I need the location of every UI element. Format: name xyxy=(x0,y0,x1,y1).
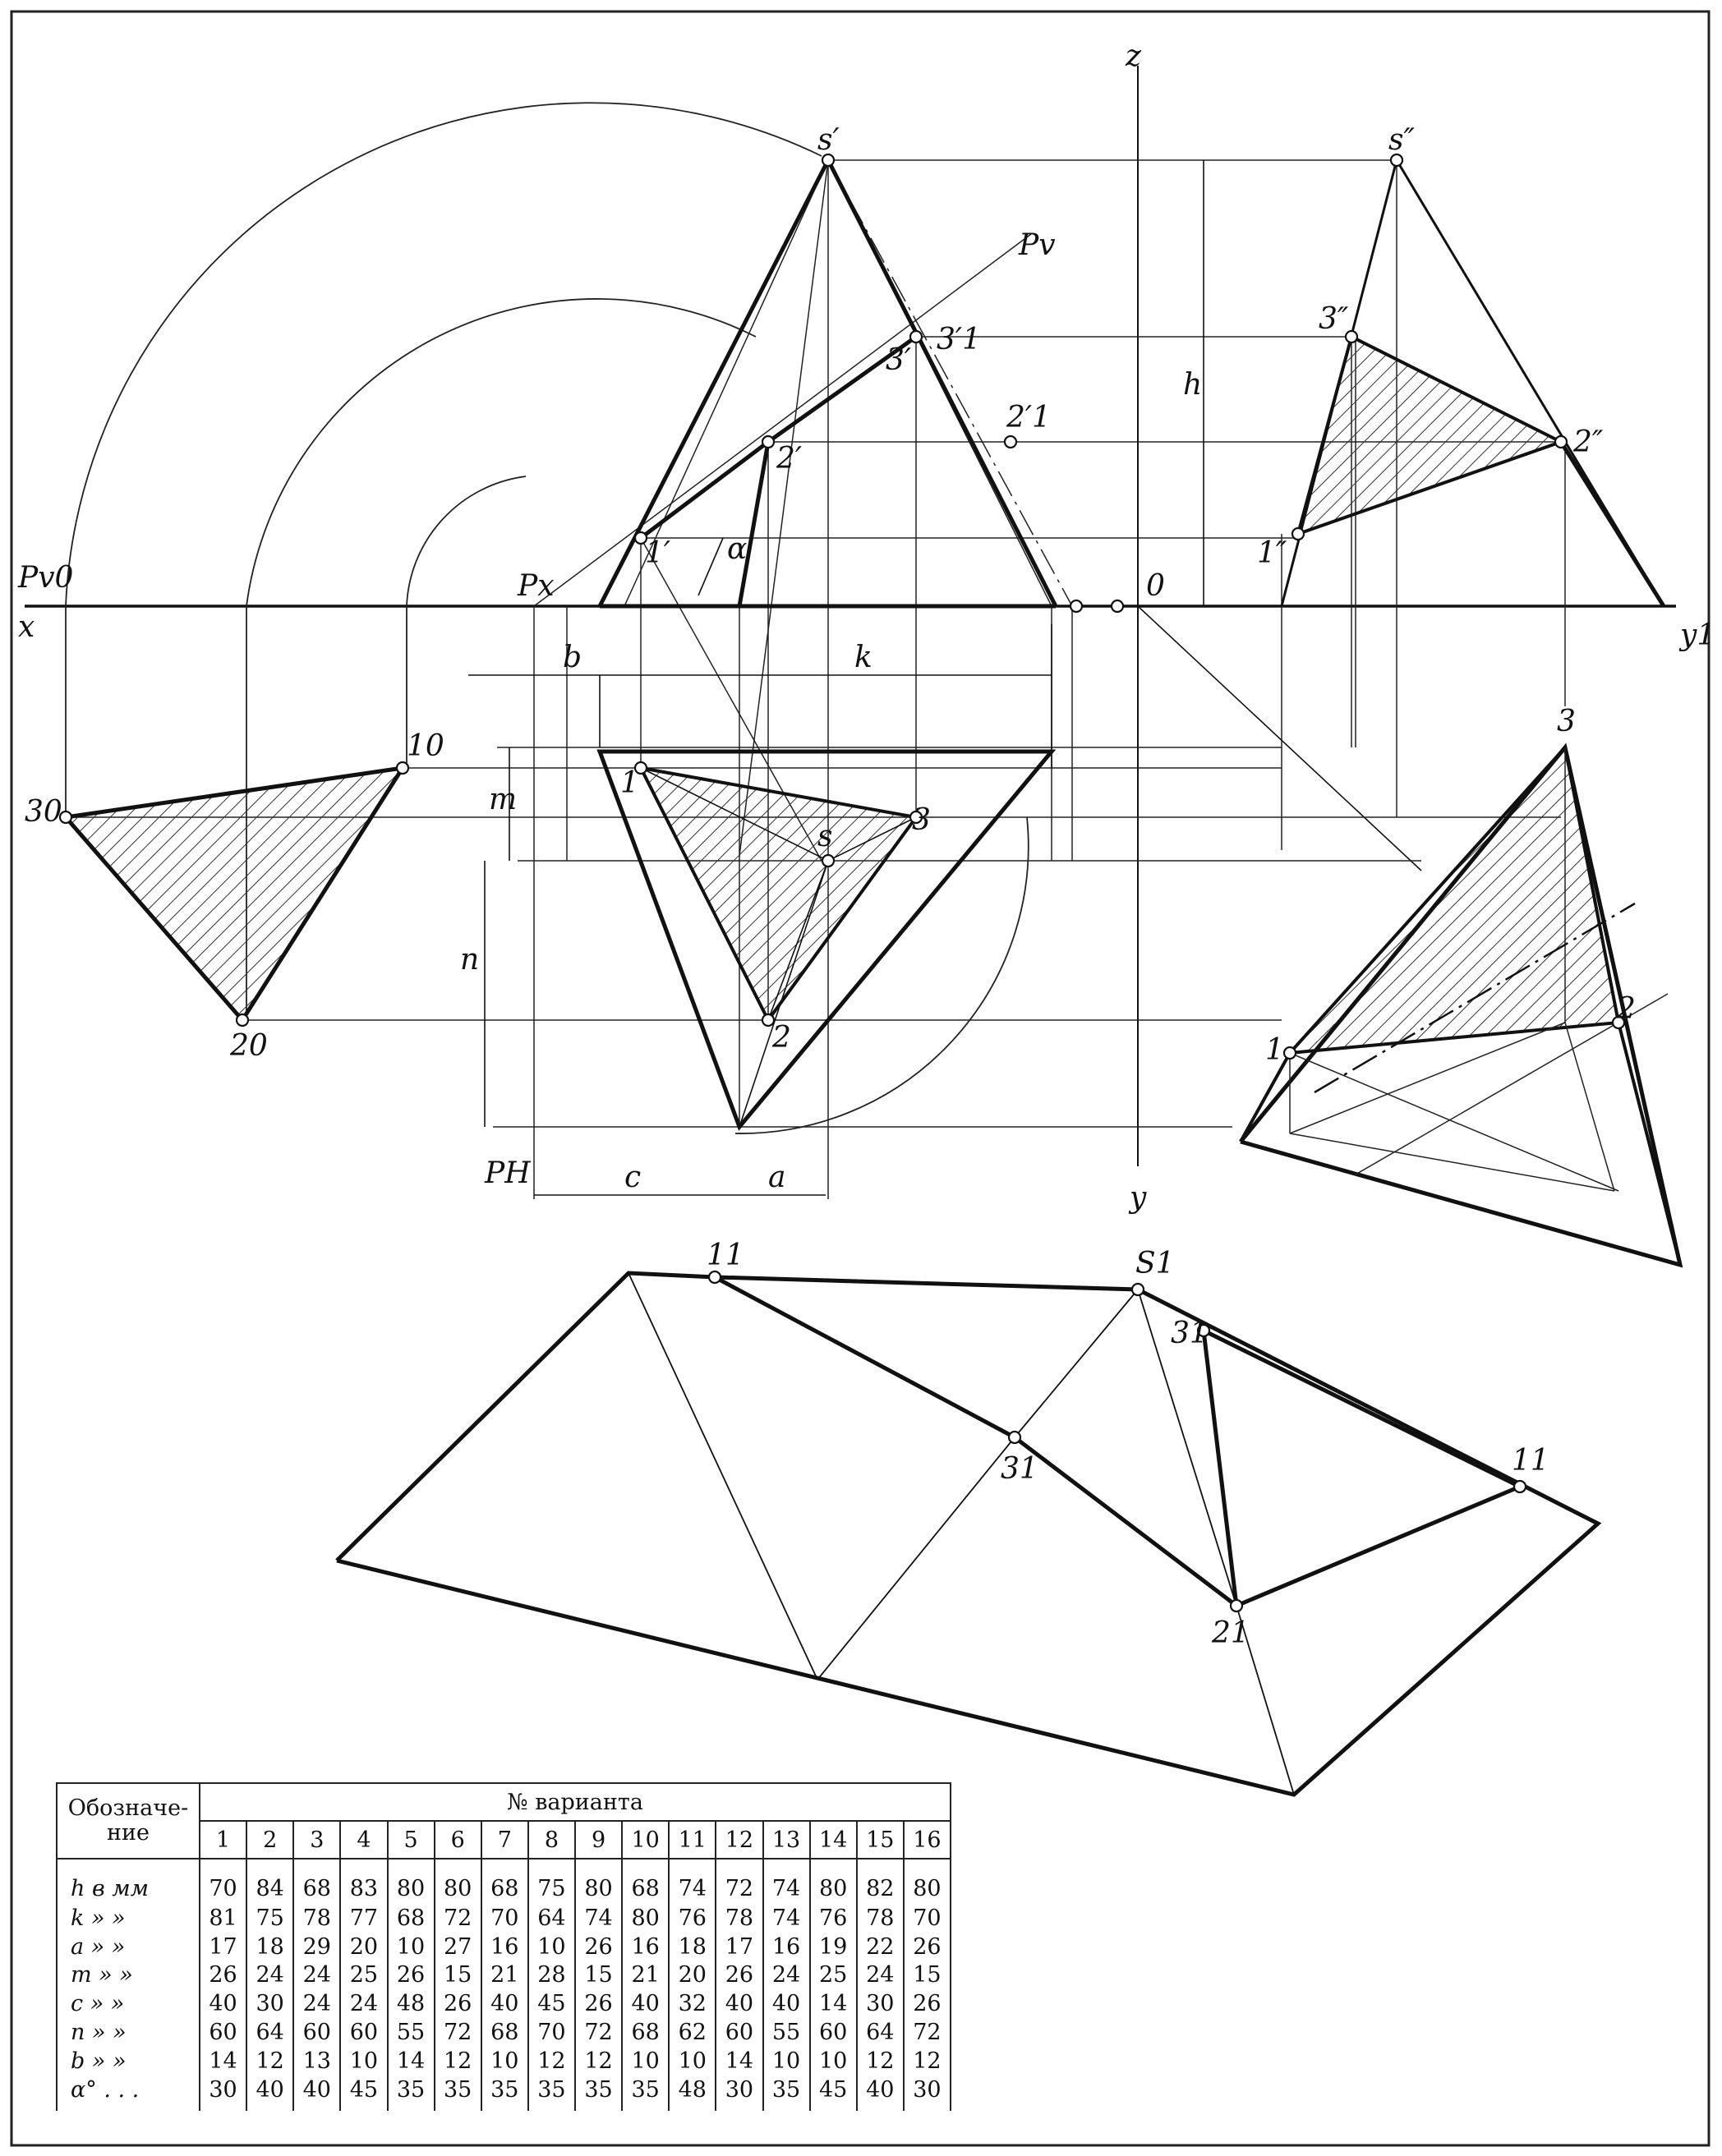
table-cell: 72 xyxy=(435,1904,481,1933)
table-row xyxy=(57,1933,951,1961)
label-pt3: 3 xyxy=(912,803,931,837)
variant-number: 6 xyxy=(435,1821,481,1859)
table-cell: 40 xyxy=(293,2076,340,2111)
table-cell: 40 xyxy=(622,1989,669,2018)
table-cell: 12 xyxy=(575,2047,622,2076)
table-cell: 45 xyxy=(340,2076,387,2111)
table-cell: 12 xyxy=(528,2047,575,2076)
table-cell: 70 xyxy=(481,1904,528,1933)
variant-number: 1 xyxy=(200,1821,246,1859)
table-cell: 10 xyxy=(810,2047,857,2076)
label-z-axis: z xyxy=(1126,39,1141,73)
table-row xyxy=(57,2076,951,2111)
label-iso3: 3 xyxy=(1557,705,1576,738)
table-cell: 20 xyxy=(669,1961,716,1989)
variant-number: 10 xyxy=(622,1821,669,1859)
isometric-view xyxy=(1241,747,1680,1265)
row-label: k » » xyxy=(57,1904,200,1933)
table-cell: 68 xyxy=(622,1859,669,1904)
table-cell: 60 xyxy=(810,2018,857,2047)
table-cell: 35 xyxy=(388,2076,435,2111)
table-cell: 60 xyxy=(293,2018,340,2047)
row-label: c » » xyxy=(57,1989,200,2018)
table-cell: 24 xyxy=(293,1961,340,1989)
label-alpha: α xyxy=(727,532,748,566)
table-cell: 64 xyxy=(857,2018,904,2047)
table-cell: 48 xyxy=(388,1989,435,2018)
label-pt3-front: 3′ xyxy=(886,343,912,377)
table-row xyxy=(57,1989,951,2018)
table-cell: 80 xyxy=(435,1859,481,1904)
label-pt1-side: 1″ xyxy=(1257,536,1287,570)
table-cell: 80 xyxy=(810,1859,857,1904)
label-pt2-front: 2′ xyxy=(776,442,803,476)
variant-table-body xyxy=(57,1859,951,2111)
label-y1-axis: y1 xyxy=(1680,618,1716,652)
variant-number: 4 xyxy=(340,1821,387,1859)
table-cell: 21 xyxy=(622,1961,669,1989)
table-cell: 68 xyxy=(388,1904,435,1933)
label-s-front: s′ xyxy=(817,123,840,157)
label-dim-h: h xyxy=(1183,368,1203,402)
label-dim-b: b xyxy=(563,641,582,674)
table-cell: 72 xyxy=(435,2018,481,2047)
table-cell: 83 xyxy=(340,1859,387,1904)
table-cell: 24 xyxy=(340,1989,387,2018)
table-cell: 17 xyxy=(716,1933,762,1961)
table-cell: 24 xyxy=(857,1961,904,1989)
table-cell: 64 xyxy=(246,2018,293,2047)
table-cell: 35 xyxy=(435,2076,481,2111)
table-cell: 40 xyxy=(481,1989,528,2018)
table-cell: 74 xyxy=(669,1859,716,1904)
variant-number: 12 xyxy=(716,1821,762,1859)
label-dev-s1: S1 xyxy=(1135,1247,1175,1280)
dimension-lines xyxy=(468,160,1204,1195)
table-cell: 75 xyxy=(246,1904,293,1933)
table-cell: 77 xyxy=(340,1904,387,1933)
table-cell: 27 xyxy=(435,1933,481,1961)
table-cell: 80 xyxy=(388,1859,435,1904)
row-label: b » » xyxy=(57,2047,200,2076)
table-cell: 15 xyxy=(904,1961,951,1989)
table-cell: 74 xyxy=(575,1904,622,1933)
table-cell: 26 xyxy=(904,1933,951,1961)
label-pt2-0: 20 xyxy=(230,1029,268,1063)
table-cell: 35 xyxy=(481,2076,528,2111)
table-cell: 40 xyxy=(716,1989,762,2018)
table-cell: 78 xyxy=(293,1904,340,1933)
table-cell: 29 xyxy=(293,1933,340,1961)
table-cell: 40 xyxy=(857,2076,904,2111)
table-row xyxy=(57,2047,951,2076)
table-row xyxy=(57,1904,951,1933)
table-cell: 16 xyxy=(622,1933,669,1961)
table-cell: 24 xyxy=(763,1961,810,1989)
table-cell: 18 xyxy=(246,1933,293,1961)
table-cell: 15 xyxy=(435,1961,481,1989)
table-cell: 60 xyxy=(716,2018,762,2047)
table-row xyxy=(57,1859,951,1904)
table-cell: 32 xyxy=(669,1989,716,2018)
table-cell: 76 xyxy=(810,1904,857,1933)
table-cell: 14 xyxy=(810,1989,857,2018)
variant-number: 8 xyxy=(528,1821,575,1859)
table-cell: 14 xyxy=(200,2047,246,2076)
variant-number: 15 xyxy=(857,1821,904,1859)
table-cell: 10 xyxy=(763,2047,810,2076)
label-dim-k: k xyxy=(854,641,873,674)
row-label: n » » xyxy=(57,2018,200,2047)
table-cell: 26 xyxy=(575,1989,622,2018)
label-pt2-1-front: 2′1 xyxy=(1006,401,1051,434)
table-cell: 10 xyxy=(528,1933,575,1961)
label-dim-a: a xyxy=(768,1161,786,1194)
table-cell: 10 xyxy=(340,2047,387,2076)
table-cell: 70 xyxy=(904,1904,951,1933)
label-iso2: 2 xyxy=(1617,992,1636,1026)
table-cell: 30 xyxy=(716,2076,762,2111)
label-dev-1a: 11 xyxy=(707,1239,744,1272)
table-cell: 82 xyxy=(857,1859,904,1904)
table-cell: 35 xyxy=(763,2076,810,2111)
table-row xyxy=(57,1961,951,1989)
table-cell: 80 xyxy=(622,1904,669,1933)
table-cell: 35 xyxy=(528,2076,575,2111)
table-cell: 60 xyxy=(200,2018,246,2047)
label-pt1: 1 xyxy=(620,766,639,800)
table-cell: 25 xyxy=(340,1961,387,1989)
table-cell: 30 xyxy=(904,2076,951,2111)
table-cell: 30 xyxy=(857,1989,904,2018)
row-label: a » » xyxy=(57,1933,200,1961)
table-cell: 68 xyxy=(622,2018,669,2047)
label-origin: 0 xyxy=(1146,569,1165,603)
label-ph: PH xyxy=(485,1156,531,1190)
label-iso1: 1 xyxy=(1265,1033,1284,1067)
table-cell: 26 xyxy=(388,1961,435,1989)
table-variant-header: № варианта xyxy=(200,1783,951,1821)
table-cell: 14 xyxy=(388,2047,435,2076)
variant-number: 5 xyxy=(388,1821,435,1859)
table-cell: 24 xyxy=(293,1989,340,2018)
table-cell: 15 xyxy=(575,1961,622,1989)
table-cell: 75 xyxy=(528,1859,575,1904)
table-cell: 26 xyxy=(200,1961,246,1989)
table-cell: 40 xyxy=(763,1989,810,2018)
table-cell: 72 xyxy=(904,2018,951,2047)
table-cell: 45 xyxy=(528,1989,575,2018)
variant-number: 16 xyxy=(904,1821,951,1859)
table-cell: 60 xyxy=(340,2018,387,2047)
table-cell: 78 xyxy=(857,1904,904,1933)
row-label: m » » xyxy=(57,1961,200,1989)
table-cell: 18 xyxy=(669,1933,716,1961)
label-dev-1b: 11 xyxy=(1512,1444,1549,1478)
table-cell: 14 xyxy=(716,2047,762,2076)
table-cell: 84 xyxy=(246,1859,293,1904)
table-cell: 24 xyxy=(246,1961,293,1989)
table-cell: 76 xyxy=(669,1904,716,1933)
table-cell: 10 xyxy=(622,2047,669,2076)
label-dev-2: 21 xyxy=(1212,1616,1250,1650)
table-cell: 12 xyxy=(904,2047,951,2076)
plan-view xyxy=(600,752,1052,1127)
table-cell: 10 xyxy=(669,2047,716,2076)
table-cell: 16 xyxy=(481,1933,528,1961)
side-view xyxy=(1282,160,1664,606)
label-s-side: s″ xyxy=(1388,123,1415,157)
table-cell: 68 xyxy=(481,2018,528,2047)
table-cell: 30 xyxy=(246,1989,293,2018)
table-cell: 16 xyxy=(763,1933,810,1961)
label-pt1-front: 1′ xyxy=(645,536,671,570)
table-cell: 45 xyxy=(810,2076,857,2111)
label-dim-m: m xyxy=(489,783,518,816)
label-y-axis: y xyxy=(1130,1181,1147,1215)
variant-number: 11 xyxy=(669,1821,716,1859)
table-cell: 12 xyxy=(435,2047,481,2076)
development-view xyxy=(337,1273,1598,1795)
table-cell: 17 xyxy=(200,1933,246,1961)
label-pv0: Pv0 xyxy=(18,561,74,595)
table-cell: 81 xyxy=(200,1904,246,1933)
label-pt1-0: 10 xyxy=(407,729,444,763)
label-dev-3a: 31 xyxy=(1001,1452,1038,1486)
table-cell: 25 xyxy=(810,1961,857,1989)
table-designation-header: Обозначе-ние xyxy=(57,1783,200,1859)
label-pt3-side: 3″ xyxy=(1319,302,1349,336)
table-cell: 30 xyxy=(200,2076,246,2111)
table-cell: 26 xyxy=(435,1989,481,2018)
label-pt2: 2 xyxy=(772,1021,791,1055)
row-label: h в мм xyxy=(57,1859,200,1904)
label-dev-3b: 31 xyxy=(1171,1317,1209,1350)
variant-number: 3 xyxy=(293,1821,340,1859)
table-cell: 80 xyxy=(904,1859,951,1904)
table-row xyxy=(57,2018,951,2047)
label-px: Px xyxy=(518,569,555,603)
table-cell: 35 xyxy=(575,2076,622,2111)
table-cell: 26 xyxy=(904,1989,951,2018)
table-cell: 70 xyxy=(200,1859,246,1904)
variant-number: 13 xyxy=(763,1821,810,1859)
table-cell: 48 xyxy=(669,2076,716,2111)
table-cell: 68 xyxy=(293,1859,340,1904)
table-cell: 19 xyxy=(810,1933,857,1961)
table-cell: 68 xyxy=(481,1859,528,1904)
table-cell: 10 xyxy=(481,2047,528,2076)
variant-table xyxy=(56,1782,951,2111)
table-cell: 12 xyxy=(857,2047,904,2076)
table-cell: 74 xyxy=(763,1904,810,1933)
side-section xyxy=(1298,337,1561,534)
variant-number: 14 xyxy=(810,1821,857,1859)
table-cell: 28 xyxy=(528,1961,575,1989)
table-cell: 55 xyxy=(763,2018,810,2047)
true-shape-section xyxy=(66,768,403,1020)
table-cell: 72 xyxy=(716,1859,762,1904)
diagonal-constant-line xyxy=(1138,606,1421,871)
table-cell: 40 xyxy=(246,2076,293,2111)
table-cell: 10 xyxy=(388,1933,435,1961)
table-cell: 26 xyxy=(575,1933,622,1961)
table-cell: 26 xyxy=(716,1961,762,1989)
label-pt3-1-front: 3′1 xyxy=(937,323,981,356)
table-cell: 78 xyxy=(716,1904,762,1933)
label-pt3-0: 30 xyxy=(25,795,62,829)
variant-number: 2 xyxy=(246,1821,293,1859)
row-label: α° . . . xyxy=(57,2076,200,2111)
table-cell: 22 xyxy=(857,1933,904,1961)
table-cell: 64 xyxy=(528,1904,575,1933)
label-pv: Pv xyxy=(1019,228,1056,262)
table-cell: 74 xyxy=(763,1859,810,1904)
label-pt-s: s xyxy=(817,820,833,853)
table-cell: 21 xyxy=(481,1961,528,1989)
table-cell: 35 xyxy=(622,2076,669,2111)
table-cell: 80 xyxy=(575,1859,622,1904)
table-cell: 13 xyxy=(293,2047,340,2076)
table-cell: 72 xyxy=(575,2018,622,2047)
table-cell: 55 xyxy=(388,2018,435,2047)
variant-number: 7 xyxy=(481,1821,528,1859)
table-cell: 20 xyxy=(340,1933,387,1961)
label-pt2-side: 2″ xyxy=(1573,425,1604,459)
variant-number: 9 xyxy=(575,1821,622,1859)
label-dim-c: c xyxy=(624,1161,642,1194)
label-x-axis: x xyxy=(18,610,35,644)
label-dim-n: n xyxy=(460,943,480,977)
table-cell: 62 xyxy=(669,2018,716,2047)
plan-section xyxy=(641,768,916,1020)
table-cell: 70 xyxy=(528,2018,575,2047)
table-cell: 40 xyxy=(200,1989,246,2018)
table-cell: 12 xyxy=(246,2047,293,2076)
